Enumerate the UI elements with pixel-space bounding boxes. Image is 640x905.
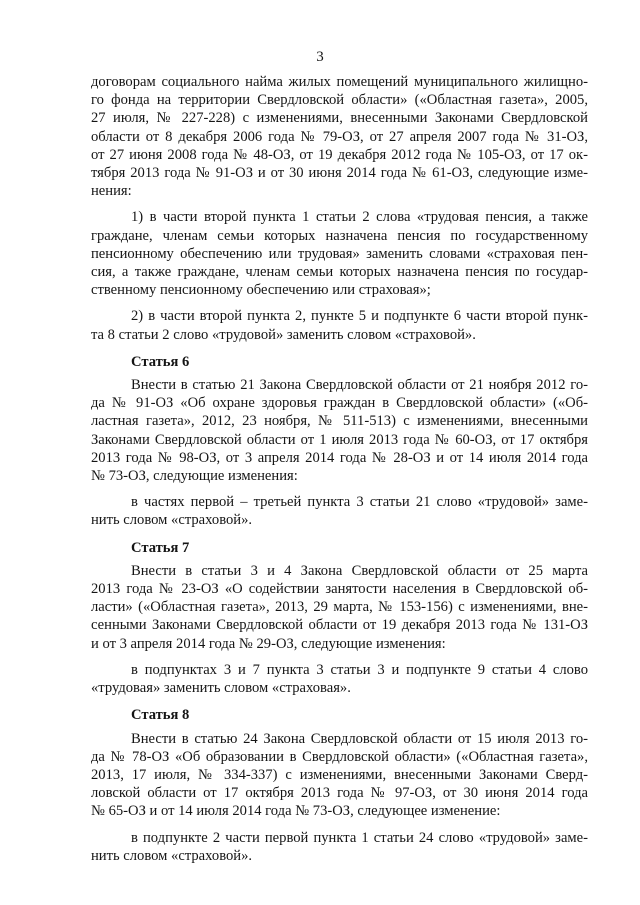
- intro-paragraph: [91, 73, 588, 200]
- text-line: области от 8 декабря 2006 года № 79-ОЗ, от 27 апреля 2007 года № 31-ОЗ,: [91, 128, 588, 145]
- text-line: 2013, 17 июля, № 334-337) с изменениями, внесенными Законами Сверд-: [91, 766, 588, 783]
- text-line: 1) в части второй пункта 1 статьи 2 слова «трудовая пенсия, а также: [131, 209, 588, 226]
- text-line: ластная газета», 2012, 23 ноября, № 511-513) с изменениями, внесенными: [91, 413, 588, 430]
- article-6-body: [91, 376, 588, 485]
- text-line: сия, а также граждане, членам семьи которых назначена пенсия по государ-: [91, 264, 588, 281]
- text-line: граждане, членам семьи которых назначена пенсия по государственному: [91, 227, 588, 244]
- article-8-heading: Статья 8: [131, 707, 190, 724]
- article-7-heading: Статья 7: [131, 539, 190, 556]
- text-line: нения:: [91, 183, 132, 200]
- text-line: в частях первой – третьей пункта 3 статьи 21 слово «трудовой» заме-: [131, 494, 588, 511]
- text-line: «трудовая» заменить словом «страховая».: [91, 680, 351, 697]
- page-number: 3: [316, 49, 324, 65]
- text-line: 2013 года № 23-ОЗ «О содействии занятости населения в Свердловской об-: [91, 581, 588, 598]
- text-line: да № 78-ОЗ «Об образовании в Свердловской области» («Областная газета»,: [91, 748, 588, 765]
- article-6-heading: Статья 6: [131, 353, 190, 370]
- item-2-paragraph: [91, 307, 588, 343]
- text-line: пенсионному обеспечению или трудовая» заменить словами «страховая пен-: [91, 245, 588, 262]
- text-line: 27 июля, № 227-228) с изменениями, внесенными Законами Свердловской: [91, 110, 588, 127]
- text-line: № 73-ОЗ, следующие изменения:: [91, 468, 298, 485]
- article-7-change: [91, 661, 588, 697]
- text-line: 2013 года № 98-ОЗ, от 3 апреля 2014 года № 28-ОЗ и от 14 июля 2014 года: [91, 449, 588, 466]
- text-line: в подпунктах 3 и 7 пункта 3 статьи 3 и подпункте 9 статьи 4 слово: [131, 661, 588, 678]
- text-line: от 27 июня 2008 года № 48-ОЗ, от 19 декабря 2012 года № 105-ОЗ, от 17 ок-: [91, 146, 588, 163]
- text-line: ловской области от 17 октября 2013 года № 97-ОЗ, от 30 июня 2014 года: [91, 785, 588, 802]
- text-line: № 65-ОЗ и от 14 июля 2014 года № 73-ОЗ, следующее изменение:: [91, 803, 501, 820]
- article-6-change: [91, 493, 588, 529]
- text-line: сенными Законами Свердловской области от 19 декабря 2013 года № 131-ОЗ: [91, 617, 588, 634]
- text-line: да № 91-ОЗ «Об охране здоровья граждан в Свердловской области» («Об-: [91, 395, 588, 412]
- text-line: ственному пенсионному обеспечению или страховая»;: [91, 282, 431, 299]
- text-line: нить словом «страховой».: [91, 847, 253, 864]
- text-line: Законами Свердловской области от 1 июля 2013 года № 60-ОЗ, от 17 октября: [91, 431, 588, 448]
- text-line: 2) в части второй пункта 2, пункте 5 и подпункте 6 части второй пунк-: [131, 308, 588, 325]
- item-1-paragraph: [91, 208, 588, 299]
- text-line: договорам социального найма жилых помещений муниципального жилищно-: [91, 74, 588, 90]
- text-line: Внести в статьи 3 и 4 Закона Свердловской области от 25 марта: [131, 562, 588, 579]
- article-7-body: [91, 562, 588, 653]
- text-line: и от 3 апреля 2014 года № 29-ОЗ, следующие изменения:: [91, 635, 446, 652]
- text-line: Внести в статью 24 Закона Свердловской области от 15 июля 2013 го-: [131, 730, 588, 747]
- text-line: та 8 статьи 2 слово «трудовой» заменить словом «страховой».: [91, 326, 476, 343]
- text-line: в подпункте 2 части первой пункта 1 статьи 24 слово «трудовой» заме-: [131, 829, 588, 846]
- text-line: Внести в статью 21 Закона Свердловской области от 21 ноября 2012 го-: [131, 377, 588, 394]
- text-line: нить словом «страховой».: [91, 512, 253, 529]
- text-line: ласти» («Областная газета», 2013, 29 марта, № 153-156) с изменениями, вне-: [91, 599, 588, 616]
- article-8-body: [91, 730, 588, 821]
- article-8-change: [91, 829, 588, 865]
- document-body: [91, 73, 588, 865]
- text-line: тября 2013 года № 91-ОЗ и от 30 июня 2014 года № 61-ОЗ, следующие изме-: [91, 165, 588, 182]
- text-line: го фонда на территории Свердловской области» («Областная газета», 2005,: [91, 92, 588, 109]
